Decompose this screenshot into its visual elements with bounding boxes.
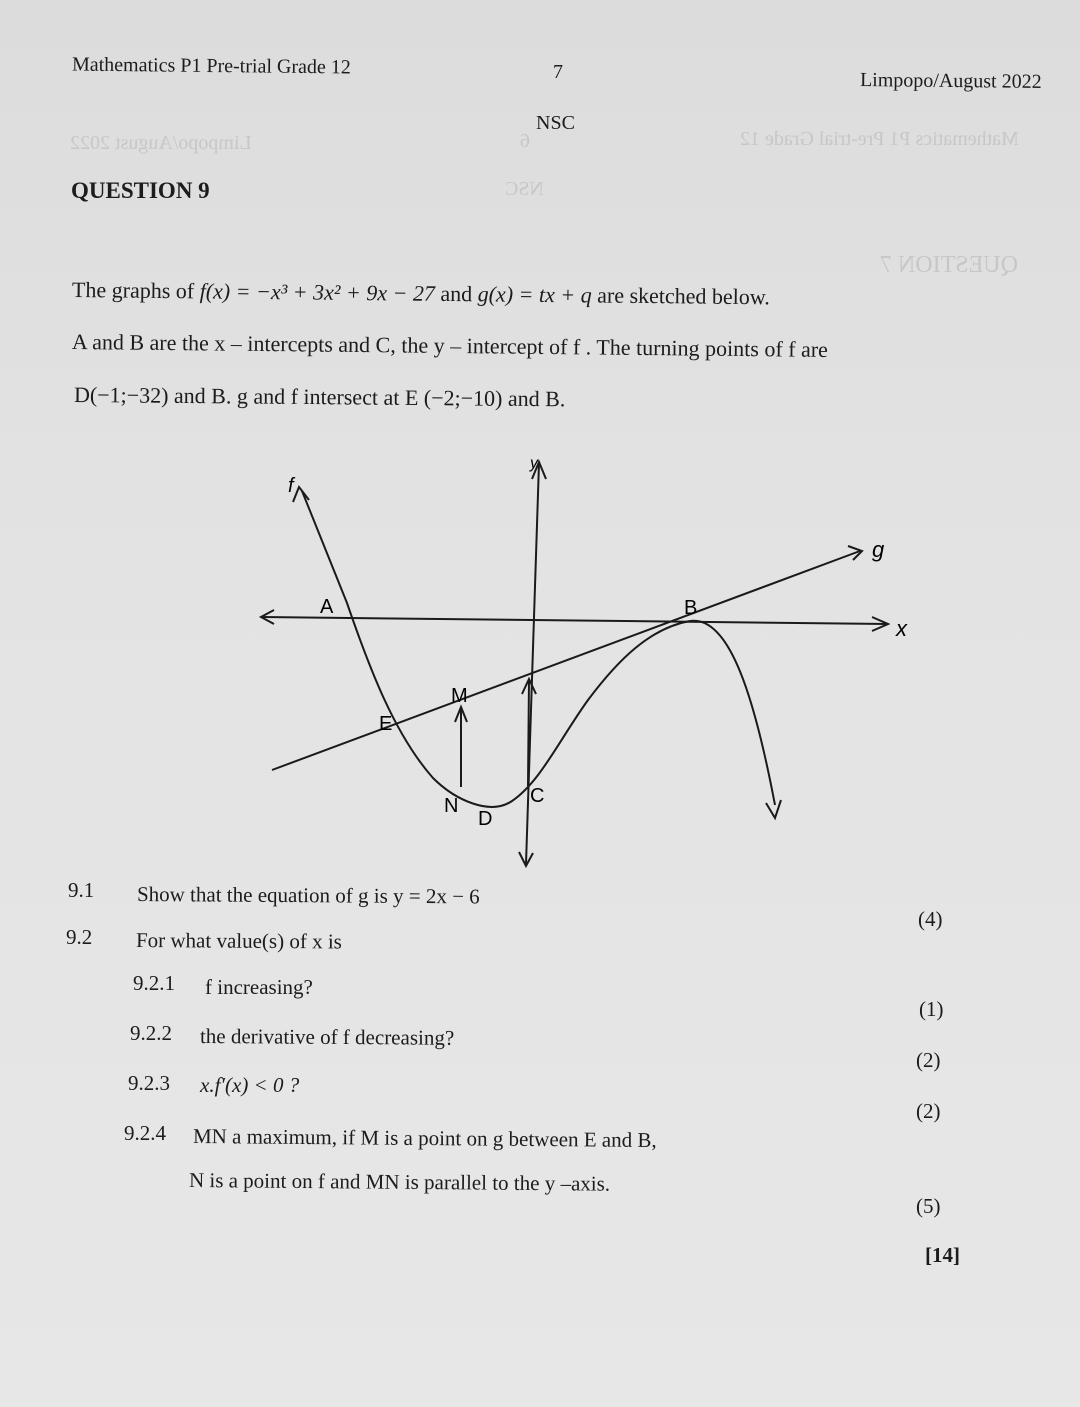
intro-line-2: A and B are the x – intercepts and C, the y – intercept of f . The turning points of f are xyxy=(71,329,829,362)
bleed-through-nsc: NSC xyxy=(505,178,544,200)
x-axis xyxy=(262,617,888,624)
header-page-number: 7 xyxy=(553,61,563,83)
label-c: C xyxy=(530,785,545,807)
label-n: N xyxy=(444,795,459,817)
header-nsc: NSC xyxy=(536,112,575,134)
item-9-2-3-marks: (2) xyxy=(916,1099,941,1123)
item-9-2-4-continuation: N is a point on f and MN is parallel to the y –axis. xyxy=(188,1168,611,1196)
question-total: [14] xyxy=(925,1243,960,1267)
label-f: f xyxy=(288,475,294,497)
label-g: g xyxy=(872,537,885,562)
label-e: E xyxy=(379,713,393,735)
curve-f-arrow-bottom xyxy=(766,800,781,818)
item-9-2-1-marks: (1) xyxy=(919,997,944,1021)
header-region-date: Limpopo/August 2022 xyxy=(859,69,1042,93)
label-y: y xyxy=(530,455,538,472)
header-subject: Mathematics P1 Pre-trial Grade 12 xyxy=(71,53,351,79)
item-9-2-2-number: 9.2.2 xyxy=(130,1021,172,1045)
intro-post: are sketched below. xyxy=(591,282,770,310)
c-marker-segment xyxy=(528,680,529,786)
item-9-1-number: 9.1 xyxy=(68,878,95,902)
item-9-2-2-marks: (2) xyxy=(916,1048,941,1072)
item-9-1-text: Show that the equation of g is y = 2x − 6 xyxy=(136,882,480,909)
item-9-2-4-number: 9.2.4 xyxy=(124,1121,166,1145)
item-9-2-3-text: x.f′(x) < 0 ? xyxy=(200,1073,300,1097)
f-definition: f(x) = −x³ + 3x² + 9x − 27 xyxy=(199,278,436,306)
bleed-through-title: QUESTION 7 xyxy=(880,252,1018,278)
curve-f-arrow-top xyxy=(293,487,309,502)
intro-line-3: D(−1;−32) and B. g and f intersect at E (−2;−10) and B. xyxy=(73,382,566,412)
label-d: D xyxy=(478,808,493,830)
item-9-2-3-number: 9.2.3 xyxy=(128,1071,170,1095)
item-9-2-1-number: 9.2.1 xyxy=(133,971,175,995)
question-title: QUESTION 9 xyxy=(71,178,210,203)
item-9-2-4-text: MN a maximum, if M is a point on g between E and B, xyxy=(192,1124,657,1153)
item-9-2-1-text: f increasing? xyxy=(205,975,313,999)
bleed-through-header-right: Limpopo/August 2022 xyxy=(70,132,252,154)
curve-f xyxy=(302,491,775,807)
label-x: x xyxy=(896,616,907,641)
intro-and: and xyxy=(434,280,478,307)
label-a: A xyxy=(320,596,334,618)
label-b: B xyxy=(684,597,698,619)
item-9-2-4-marks: (5) xyxy=(916,1194,941,1218)
item-9-2-number: 9.2 xyxy=(66,925,93,949)
label-m: M xyxy=(451,685,468,707)
line-g xyxy=(272,551,860,770)
bleed-through-header-left: Mathematics P1 Pre-trial Grade 12 xyxy=(740,128,1019,150)
item-9-2-2-text: the derivative of f decreasing? xyxy=(199,1024,455,1050)
item-9-2-text: For what value(s) of x is xyxy=(135,928,342,954)
item-9-1-marks: (4) xyxy=(918,907,943,931)
g-definition: g(x) = tx + q xyxy=(477,281,592,308)
intro-pre: The graphs of xyxy=(71,277,200,304)
bleed-through-page: 6 xyxy=(520,130,530,152)
